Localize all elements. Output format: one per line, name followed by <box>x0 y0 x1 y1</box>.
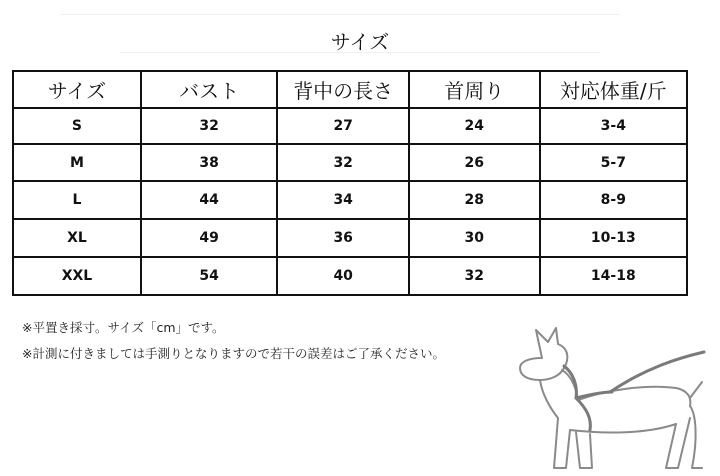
cell-back-length: 27 <box>276 109 408 143</box>
cell-neck: 26 <box>408 143 539 181</box>
cell-neck: 28 <box>408 180 539 218</box>
dog-tail <box>690 382 702 398</box>
harness-chest-strap <box>576 398 590 430</box>
size-table <box>12 70 688 296</box>
note-measurement-error: ※計測に付きましては手測りとなりますので若干の誤差はご了承ください。 <box>22 346 445 361</box>
cell-back-length: 40 <box>276 256 408 294</box>
background-stroke <box>60 14 620 15</box>
cell-size: L <box>14 180 140 218</box>
cell-bust: 49 <box>140 218 276 256</box>
cell-neck: 30 <box>408 218 539 256</box>
cell-weight: 3-4 <box>539 109 686 143</box>
cell-weight: 10-13 <box>539 218 686 256</box>
table-row <box>14 109 686 143</box>
cell-weight: 14-18 <box>539 256 686 294</box>
cell-size: XXL <box>14 256 140 294</box>
harness-neck-strap <box>564 366 576 398</box>
dog-belly-outline <box>570 424 676 432</box>
cell-back-length: 36 <box>276 218 408 256</box>
header-size: サイズ <box>14 72 140 109</box>
dog-hind-leg-2 <box>690 406 702 468</box>
cell-size: XL <box>14 218 140 256</box>
harness-back-strap <box>576 392 612 398</box>
cell-size: M <box>14 143 140 181</box>
dog-harness-icon <box>506 318 706 476</box>
cell-bust: 32 <box>140 109 276 143</box>
table-row <box>14 218 686 256</box>
dog-back-outline <box>578 387 690 406</box>
header-bust: バスト <box>140 72 276 109</box>
table-header-row <box>14 72 686 109</box>
note-measurement-method: ※平置き採寸。サイズ「cm」です。 <box>22 320 225 335</box>
page-title: サイズ <box>330 30 390 54</box>
dog-head-outline <box>520 328 567 380</box>
cell-weight: 5-7 <box>539 143 686 181</box>
table-row <box>14 143 686 181</box>
cell-bust: 38 <box>140 143 276 181</box>
cell-back-length: 34 <box>276 180 408 218</box>
cell-bust: 54 <box>140 256 276 294</box>
header-weight: 対応体重/斤 <box>539 72 686 109</box>
cell-neck: 24 <box>408 109 539 143</box>
header-back-length: 背中の長さ <box>276 72 408 109</box>
dog-front-leg <box>554 418 570 468</box>
cell-back-length: 32 <box>276 143 408 181</box>
cell-weight: 8-9 <box>539 180 686 218</box>
cell-size: S <box>71 117 82 134</box>
table-row <box>14 256 686 294</box>
dog-front-leg-2 <box>576 432 592 468</box>
table-row <box>14 180 686 218</box>
dog-chest-outline <box>540 380 558 418</box>
cell-neck: 32 <box>408 256 539 294</box>
cell-bust: 44 <box>140 180 276 218</box>
header-neck: 首周り <box>408 72 539 109</box>
